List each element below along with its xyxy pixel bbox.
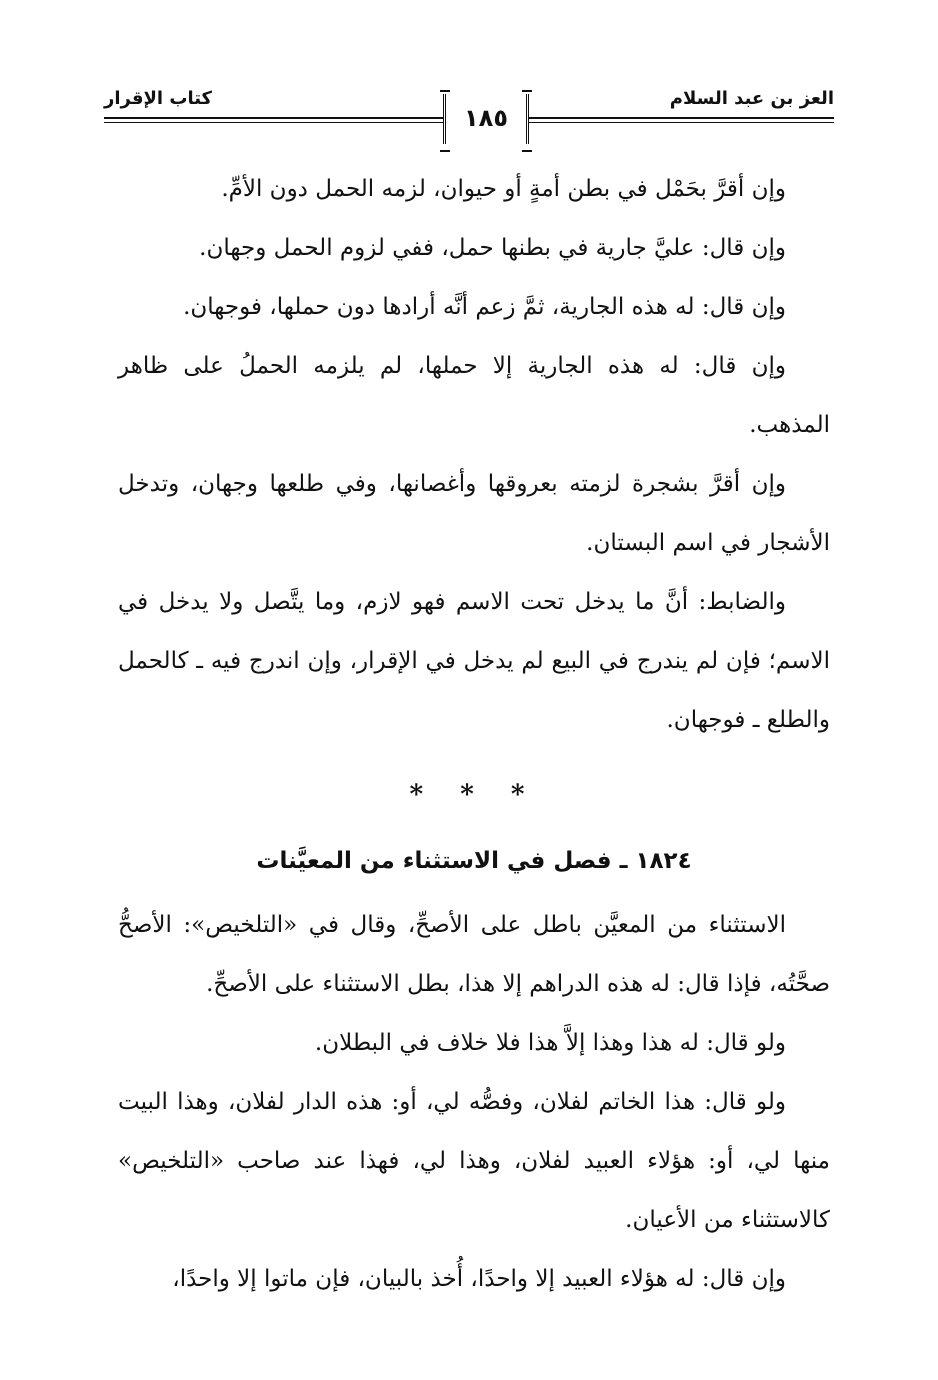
header-author: العز بن عبد السلام — [669, 88, 834, 109]
paragraph: وإن أقرَّ بحَمْل في بطن أمةٍ أو حيوان، لزمه الحمل دون الأمِّ. — [221, 176, 786, 202]
section-heading: ١٨٢٤ ـ فصل في الاستثناء من المعيَّنات — [256, 848, 692, 874]
paragraph: والضابط: أنَّ ما يدخل تحت الاسم فهو لازم، وما يتَّصل ولا يدخل في الاسم؛ فإن لم يندرج في البيع لم يدخل في الإقرار، وإن اندرج فيه ـ كالحمل والطلع ـ فوجهان. — [118, 589, 830, 733]
paragraph: وإن قال: له هذه الجارية، ثمَّ زعم أنَّه أرادها دون حملها، فوجهان. — [183, 294, 786, 320]
paragraph: وإن قال: عليَّ جارية في بطنها حمل، ففي لزوم الحمل وجهان. — [199, 235, 786, 261]
paragraph: الاستثناء من المعيَّن باطل على الأصحِّ، وقال في «التلخيص»: الأصحُّ صحَّتُه، فإذا قال: له هذه الدراهم إلا هذا، بطل الاستثناء على الأصحِّ. — [118, 912, 830, 997]
header-book-title: كتاب الإقرار — [104, 88, 213, 109]
paragraph: وإن أقرَّ بشجرة لزمته بعروقها وأغصانها، وفي طلعها وجهان، وتدخل الأشجار في اسم البستان. — [118, 471, 830, 556]
page-number-frame — [443, 94, 529, 144]
running-header — [104, 86, 834, 146]
paragraph: وإن قال: له هذه الجارية إلا حملها، لم يلزمه الحملُ على ظاهر المذهب. — [118, 353, 830, 438]
paragraph: ولو قال: له هذا وهذا إلاَّ هذا فلا خلاف في البطلان. — [314, 1030, 786, 1056]
section-separator: * * * — [409, 780, 539, 810]
page-number: ١٨٥ — [464, 104, 508, 132]
paragraph: وإن قال: له هؤلاء العبيد إلا واحدًا، أُخذ بالبيان، فإن ماتوا إلا واحدًا، — [172, 1266, 786, 1292]
paragraph: ولو قال: هذا الخاتم لفلان، وفصُّه لي، أو: هذه الدار لفلان، وهذا البيت منها لي، أو: هؤلاء العبيد لفلان، وهذا لي، فهذا عند صاحب «التلخيص» كالاستثناء من الأعيان. — [118, 1089, 830, 1233]
page-body — [118, 160, 830, 1309]
